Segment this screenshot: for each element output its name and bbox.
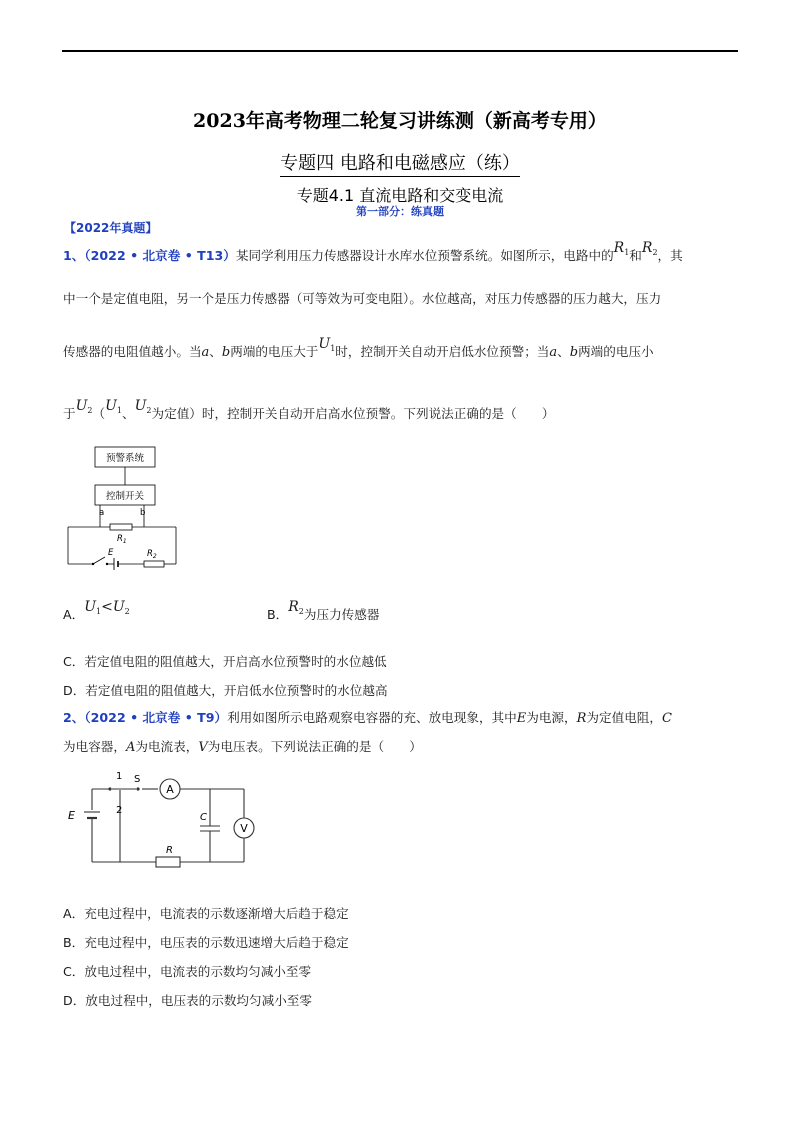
q1-u2-symbol: $U_2$ [112,599,130,616]
q1-source: （2022 • 北京卷 • T13） [84,248,236,263]
q2-var-v: V [198,740,208,755]
q1-var-a: a [549,345,558,360]
battery-e-label: E [108,548,114,558]
q2-option-c: C．放电过程中，电流表的示数均匀减小至零 [63,964,312,979]
q1-option-c: C．若定值电阻的阻值越大，开启高水位预警时的水位越低 [63,654,387,669]
q1-and: 和 [629,248,642,263]
year-tag: 【2022年真题】 [64,221,158,235]
q1-line2: 中一个是定值电阻，另一个是压力传感器（可等效为可变电阻）。水位越高，对压力传感器的压力越大，压力 [63,291,662,306]
switch-position-1: 1 [116,771,123,782]
q2-line1 [63,709,672,728]
capacitor-c-label: C [200,812,207,823]
switch-terminal [108,787,111,790]
q1-text: 于 [63,406,76,421]
r1-label: $R_1$ [117,534,127,545]
q1-u1-symbol: $U_1$ [105,398,122,415]
q2-option-d: D．放电过程中，电压表的示数均匀减小至零 [63,993,312,1008]
terminal-a: a [99,508,105,518]
q1-sep: 、 [209,344,222,359]
option-label: A． [63,607,85,622]
chapter-title-text: 专题四 电路和电磁感应（练） [280,153,520,177]
q1-line3 [63,336,654,363]
q1-text: 传感器的电阻值越小。当 [63,344,202,359]
q2-text: 为电流表， [135,739,199,754]
top-rule [62,50,738,52]
q2-source: （2022 • 北京卷 • T9） [84,710,228,725]
q1-option-d: D．若定值电阻的阻值越大，开启低水位预警时的水位越高 [63,683,388,698]
switch-pivot [136,787,139,790]
q2-option-b: B．充电过程中，电压表的示数迅速增大后趋于稳定 [63,935,349,950]
q2-number: 2、 [63,710,85,725]
q1-u2-symbol: $U_2$ [75,398,93,415]
page-title: 2023年高考物理二轮复习讲练测（新高考专用） [193,110,607,132]
q1-text: 两端的电压大于 [230,344,319,359]
q2-text: 为定值电阻， [586,710,662,725]
q1-text: （ [92,406,106,421]
q1-text: 、 [122,406,135,421]
resistor-r [156,857,180,867]
option-text: 为压力传感器 [303,607,380,622]
voltmeter-v-label: V [240,822,248,835]
q2-var-e: E [516,711,527,726]
resistor-r-label: R [166,845,173,856]
less-than-sign: < [101,599,113,615]
q1-line4 [63,398,555,425]
q1-text: 时，控制开关自动开启低水位预警；当 [335,344,550,359]
q1-u1-symbol: $U_1$ [84,599,102,616]
q1-number: 1、 [63,248,85,263]
q2-circuit-diagram [62,768,272,870]
q1-text: 两端的电压小 [578,344,654,359]
q1-var-b: b [221,345,231,360]
resistor-r1 [110,524,132,530]
q1-var-a: a [201,345,210,360]
q2-text: 为电容器， [63,739,126,754]
q2-var-c: C [661,711,672,726]
q1-u1-symbol: $U_1$ [318,336,336,353]
q1-text: ，其 [657,248,683,263]
q2-var-r: R [576,711,587,726]
q1-r1-symbol: $R_1$ [613,240,630,257]
q2-text: 利用如图所示电路观察电容器的充、放电现象，其中 [227,710,517,725]
q2-option-a: A．充电过程中，电流表的示数逐渐增大后趋于稳定 [63,906,349,921]
q2-text: 为电压表。下列说法正确的是（ ） [207,739,422,754]
switch-s-label: S [134,774,141,785]
switch-position-2: 2 [116,805,123,816]
q1-option-b [267,599,380,623]
option-label: B． [267,607,289,622]
q1-r2-symbol: $R_2$ [288,599,304,616]
q2-text: 为电源， [526,710,577,725]
q1-line1 [63,240,683,267]
chapter-title [0,149,800,175]
q2-line2 [63,738,422,757]
q1-sep: 、 [557,344,570,359]
resistor-r2 [144,561,164,567]
topic-title: 专题4.1 直流电路和交变电流 [296,186,504,205]
q1-var-b: b [569,345,579,360]
q1-u2-symbol: $U_2$ [134,398,152,415]
q1-option-a [63,599,130,623]
q1-text: 为定值）时，控制开关自动开启高水位预警。下列说法正确的是（ ） [151,406,555,421]
q1-text: 某同学利用压力传感器设计水库水位预警系统。如图所示，电路中的 [235,248,614,263]
q2-var-a: A [125,740,136,755]
warning-system-label: 预警系统 [105,453,145,464]
r2-label: $R_2$ [147,549,157,560]
ammeter-a-label: A [166,783,174,796]
switch-lever [93,557,105,564]
q1-circuit-diagram [62,440,192,575]
battery-e-label: E [68,809,75,822]
control-switch-label: 控制开关 [105,491,145,502]
q1-r2-symbol: $R_2$ [641,240,658,257]
terminal-b: b [140,508,146,518]
part-heading: 第一部分：练真题 [356,205,444,218]
